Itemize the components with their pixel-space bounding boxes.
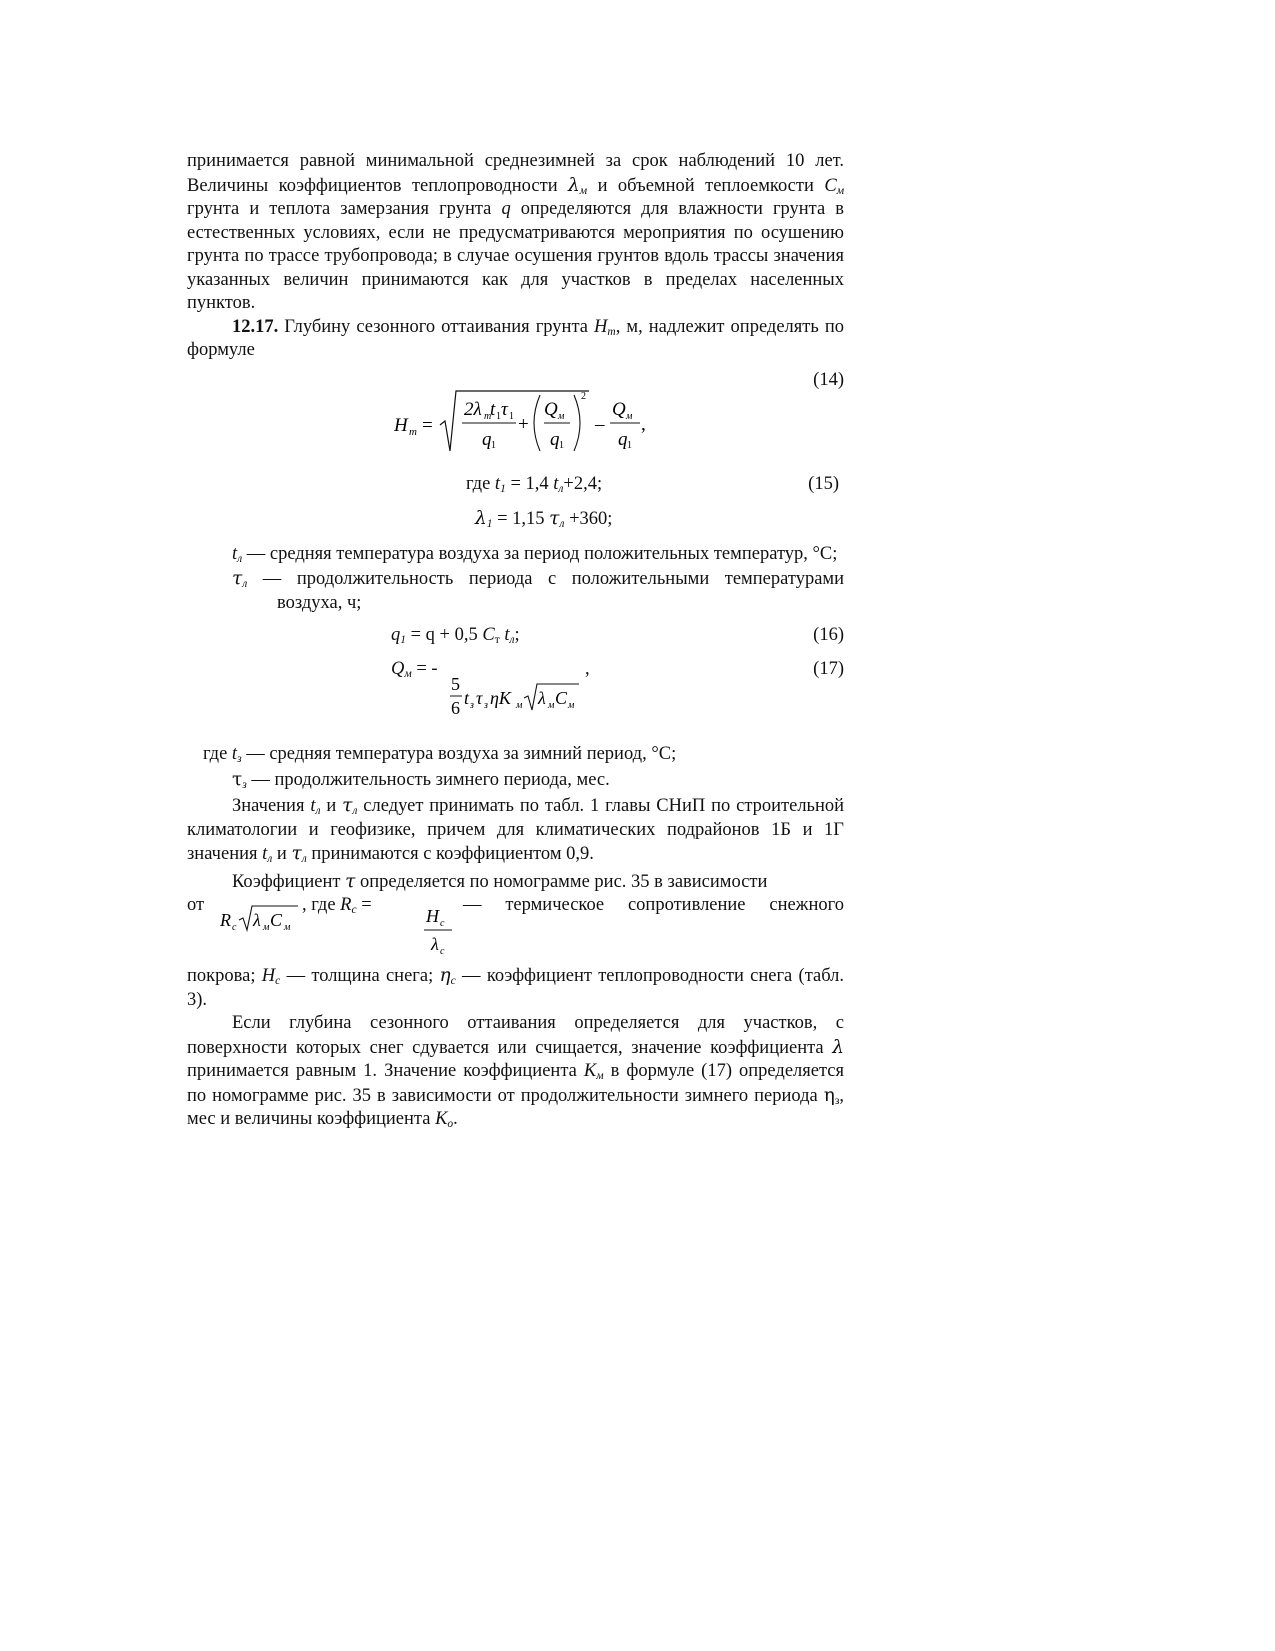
svg-text:+: + [518, 413, 529, 435]
svg-text:1: 1 [627, 439, 632, 451]
svg-text:з: з [484, 700, 488, 711]
svg-text:R: R [220, 910, 231, 930]
equation-16: q1 = q + 0,5 Cт tл; (16) [391, 625, 844, 646]
paragraph-depth: Если глубина сезонного оттаивания определяется для участков, с поверхности которых снег сдувается или счищается, значение коэффициента λ принимается равным 1. Значение коэффициента Kм в формуле (17) определяется по номограмме рис. 35 в зависимости от продолжительности зимнего периода ηз, мес и величины коэффициента Ko. [187, 1013, 845, 1130]
eq16-number: (16) [813, 625, 844, 645]
equation-15b: λ1 = 1,15 τл +360; [475, 507, 613, 530]
definition-taul: τл — продолжительность периода с положительными температурами воздуха, ч; [232, 568, 845, 613]
svg-text:τ: τ [476, 688, 483, 708]
svg-text:q: q [482, 428, 492, 450]
svg-text:Q: Q [612, 398, 626, 420]
svg-text:H: H [426, 906, 439, 926]
paragraph-12-17: 12.17. Глубину сезонного оттаивания грунта Hт, м, надлежит определять по формуле [187, 316, 844, 360]
svg-text:т: т [484, 410, 492, 422]
paragraph-coefficient: Коэффициент τ определяется по номограмме рис. 35 в зависимости [232, 870, 768, 892]
svg-text:–: – [595, 413, 605, 435]
paragraph-1: принимается равной минимальной среднезимней за срок наблюдений 10 лет. Величины коэффициентов теплопроводности λм и объемной теплоемкости Cм грунта и теплота замерзания грунта q определяются для влажности грунта в естественных условиях, если не предусматриваются мероприятия по осушению грунта по трассе трубопровода; в случае осушения грунтов вдоль трассы значения указанных величин принимаются как для участков в пределах населенных пунктов. [187, 151, 845, 313]
svg-text:6: 6 [451, 698, 460, 718]
definition-tl: tл — средняя температура воздуха за период положительных температур, °С; [232, 543, 838, 565]
svg-text:C: C [555, 688, 568, 708]
svg-text:τ: τ [501, 398, 508, 420]
eq14-formula [394, 385, 654, 465]
definition-tz: где tз — средняя температура воздуха за зимний период, °С; [203, 744, 677, 765]
svg-text:з: з [470, 700, 474, 711]
svg-text:λ: λ [253, 910, 261, 930]
rc-sqrt-formula [220, 904, 310, 934]
svg-text:1: 1 [509, 410, 514, 422]
svg-text:м: м [558, 410, 565, 422]
svg-text:1: 1 [496, 410, 501, 422]
equation-15: где t1 = 1,4 tл+2,4; (15) [466, 473, 839, 495]
svg-text:ηK: ηK [490, 688, 511, 708]
svg-text:C: C [270, 910, 283, 930]
svg-text:=: = [422, 414, 433, 436]
svg-text:c: c [440, 918, 445, 929]
svg-text:м: м [284, 922, 291, 933]
svg-text:,: , [641, 413, 646, 435]
svg-text:м: м [548, 700, 555, 711]
eq15-number: (15) [808, 473, 839, 494]
paragraph-snow: покрова; Hc — толщина снега; ηc — коэффициент теплопроводности снега (табл. 3). [187, 965, 845, 1010]
svg-text:λ: λ [431, 934, 439, 954]
svg-text:т: т [409, 425, 417, 438]
svg-text:t: t [464, 688, 470, 708]
svg-text:Q: Q [544, 398, 558, 420]
definition-tauz: τз — продолжительность зимнего периода, мес. [232, 768, 610, 791]
svg-text:м: м [568, 700, 575, 711]
svg-text:м: м [626, 410, 633, 422]
svg-text:λ: λ [538, 688, 546, 708]
rc-fraction [422, 902, 462, 962]
svg-text:5: 5 [451, 674, 460, 694]
equation-17: Qм = - , (17) 5 6 t з τ з ηK м λ м C м [187, 658, 844, 743]
svg-text:м: м [263, 922, 270, 933]
svg-text:1: 1 [491, 439, 496, 451]
svg-text:q: q [618, 428, 628, 450]
eq17-denominator [449, 672, 589, 722]
svg-text:H: H [394, 414, 408, 436]
paragraph-values: Значения tл и τл следует принимать по табл. 1 главы СНиП по строительной климатологии и геофизике, причем для климатических подрайонов 1Б и 1Г значения tл и τл принимаются с коэффициентом 0,9. [187, 795, 845, 865]
svg-text:t: t [490, 398, 496, 420]
svg-text:q: q [550, 428, 560, 450]
eq17-number: (17) [813, 659, 844, 679]
svg-text:c: c [232, 922, 237, 933]
svg-text:1: 1 [559, 439, 564, 451]
svg-text:c: c [440, 946, 445, 957]
equation-14 [187, 363, 844, 473]
svg-text:2λ: 2λ [464, 398, 482, 420]
eq14-number: (14) [813, 369, 844, 390]
svg-text:2: 2 [581, 390, 586, 402]
document-page [187, 150, 844, 1132]
svg-text:м: м [516, 700, 523, 711]
coefficient-line: от , где Rc = — термическое сопротивление снежного R c λ м C м H c λ c [187, 894, 844, 964]
